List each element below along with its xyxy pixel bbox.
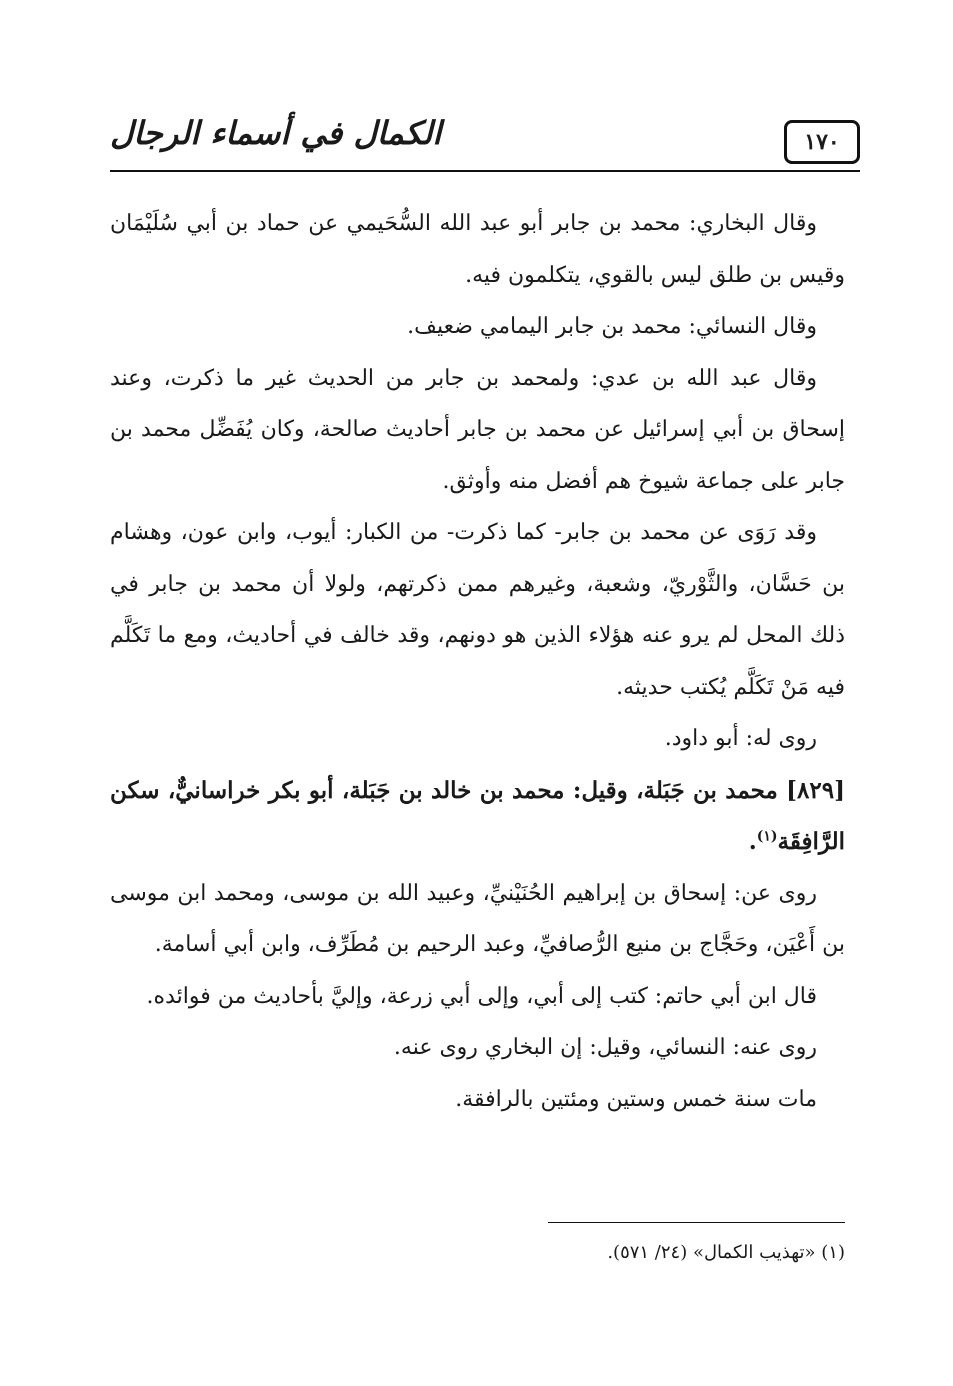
paragraph-teachers: روى عن: إسحاق بن إبراهيم الحُنَيْنيِّ، وعبيد الله بن موسى، ومحمد ابن موسى بن أَعْيَن، وحَجَّاج بن منيع الرُّصافيِّ، وعبد الرحيم بن مُطَرِّف، وابن أبي أسامة. <box>110 880 845 957</box>
footnote-ref: (١) <box>756 828 778 845</box>
header-rule <box>110 170 860 172</box>
entry-heading-end: . <box>748 828 757 855</box>
paragraph-riwaya: روى له: أبو داود. <box>664 726 817 751</box>
footnote: (١) «تهذيب الكمال» (٢٤/ ٥٧١). <box>607 1242 845 1263</box>
entry-heading <box>110 765 845 868</box>
entry-heading-text: [٨٢٩] محمد بن جَبَلة، وقيل: محمد بن خالد بن جَبَلة، أبو بكر خراسانيٌّ، سكن الرَّافِقَة <box>110 776 845 855</box>
paragraph-narrators: وقد رَوَى عن محمد بن جابر- كما ذكرت- من الكبار: أيوب، وابن عون، وهشام بن حَسَّان، والثَّوْريّ، وشعبة، وغيرهم ممن ذكرتهم، ولولا أن محمد بن جابر في ذلك المحل لم يرو عنه هؤلاء الذين هو دونهم، وقد خالف في أحاديث، ومع ما تَكَلَّم فيه مَنْ تَكَلَّم يُكتب حديثه. <box>110 520 845 700</box>
paragraph-nasai: وقال النسائي: محمد بن جابر اليمامي ضعيف. <box>407 314 817 339</box>
paragraph-ibn-adi: وقال عبد الله بن عدي: ولمحمد بن جابر من الحديث غير ما ذكرت، وعند إسحاق بن أبي إسرائيل عن محمد بن جابر أحاديث صالحة، وكان يُفَضِّل محمد بن جابر على جماعة شيوخ هم أفضل منه وأوثق. <box>110 365 845 494</box>
paragraph-ibn-abi-hatim: قال ابن أبي حاتم: كتب إلى أبي، وإلى أبي زرعة، وإليَّ بأحاديث من فوائده. <box>146 983 817 1009</box>
main-text <box>110 198 845 1125</box>
page-header <box>110 108 860 170</box>
paragraph-students: روى عنه: النسائي، وقيل: إن البخاري روى عنه. <box>393 1035 817 1060</box>
footnote-rule <box>548 1222 845 1223</box>
paragraph-bukhari: وقال البخاري: محمد بن جابر أبو عبد الله السُّحَيمي عن حماد بن أبي سُلَيْمَان وقيس بن طلق ليس بالقوي، يتكلمون فيه. <box>110 211 845 288</box>
running-title: الكمال في أسماء الرجال <box>110 114 442 152</box>
page-number: ١٧٠ <box>784 120 860 164</box>
paragraph-death: مات سنة خمس وستين ومئتين بالرافقة. <box>455 1086 817 1112</box>
